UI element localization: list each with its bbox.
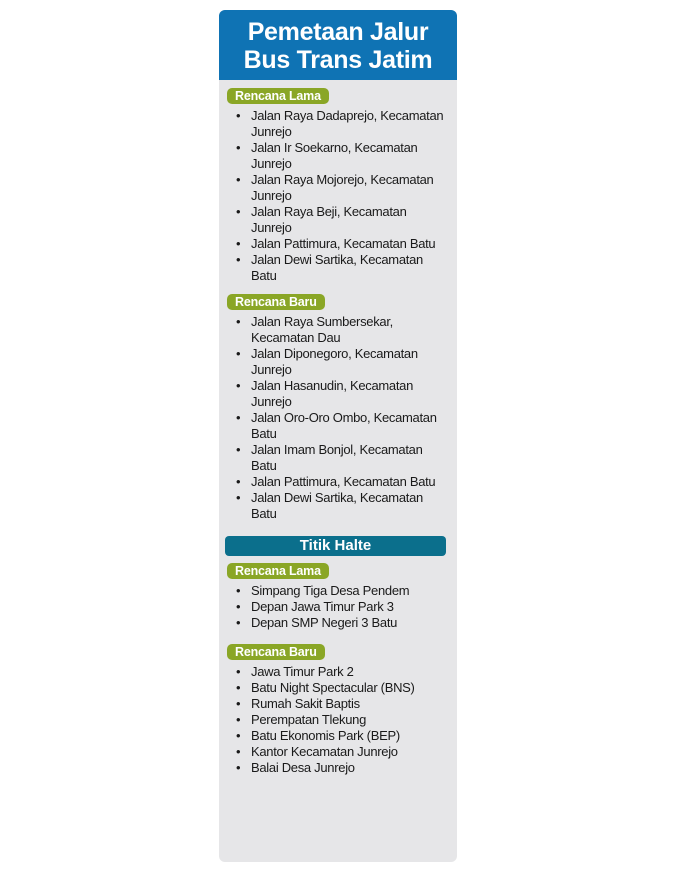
halte-header: Titik Halte <box>225 536 446 556</box>
list-item: • Jalan Pattimura, Kecamatan Batu <box>233 236 447 252</box>
list-item: • Jalan Raya Mojorejo, Kecamatan Junrejo <box>233 172 447 204</box>
list-item: • Jalan Dewi Sartika, Kecamatan Batu <box>233 490 447 522</box>
list-item: • Batu Ekonomis Park (BEP) <box>233 728 447 744</box>
list-item: • Jalan Dewi Sartika, Kecamatan Batu <box>233 252 447 284</box>
list-item: • Jalan Raya Dadaprejo, Kecamatan Junrejo <box>233 108 447 140</box>
list-item: • Jalan Raya Beji, Kecamatan Junrejo <box>233 204 447 236</box>
main-title <box>219 10 457 80</box>
list-item: • Jalan Ir Soekarno, Kecamatan Junrejo <box>233 140 447 172</box>
list-item: • Depan SMP Negeri 3 Batu <box>233 615 447 631</box>
list-item: • Simpang Tiga Desa Pendem <box>233 583 447 599</box>
jalur-old-label: Rencana Lama <box>227 88 329 104</box>
list-item: • Jalan Pattimura, Kecamatan Batu <box>233 474 447 490</box>
main-title-line-2: Bus Trans Jatim <box>243 46 433 74</box>
list-item: • Depan Jawa Timur Park 3 <box>233 599 447 615</box>
halte-new-label: Rencana Baru <box>227 644 325 660</box>
list-item: • Balai Desa Junrejo <box>233 760 447 776</box>
jalur-new-label: Rencana Baru <box>227 294 325 310</box>
list-item: • Jalan Diponegoro, Kecamatan Junrejo <box>233 346 447 378</box>
list-item: • Jalan Oro-Oro Ombo, Kecamatan Batu <box>233 410 447 442</box>
list-item: • Jawa Timur Park 2 <box>233 664 447 680</box>
list-item: • Jalan Imam Bonjol, Kecamatan Batu <box>233 442 447 474</box>
list-item: • Rumah Sakit Baptis <box>233 696 447 712</box>
list-item: • Jalan Raya Sumbersekar, Kecamatan Dau <box>233 314 447 346</box>
jalur-old-list <box>219 108 457 284</box>
halte-old-label: Rencana Lama <box>227 563 329 579</box>
main-title-line-1: Pemetaan Jalur <box>247 18 429 46</box>
list-item: • Kantor Kecamatan Junrejo <box>233 744 447 760</box>
list-item: • Batu Night Spectacular (BNS) <box>233 680 447 696</box>
list-item: • Jalan Hasanudin, Kecamatan Junrejo <box>233 378 447 410</box>
halte-old-list <box>219 583 457 631</box>
infographic-panel <box>219 10 457 862</box>
list-item: • Perempatan Tlekung <box>233 712 447 728</box>
jalur-new-list <box>219 314 457 522</box>
halte-new-list <box>219 664 457 776</box>
